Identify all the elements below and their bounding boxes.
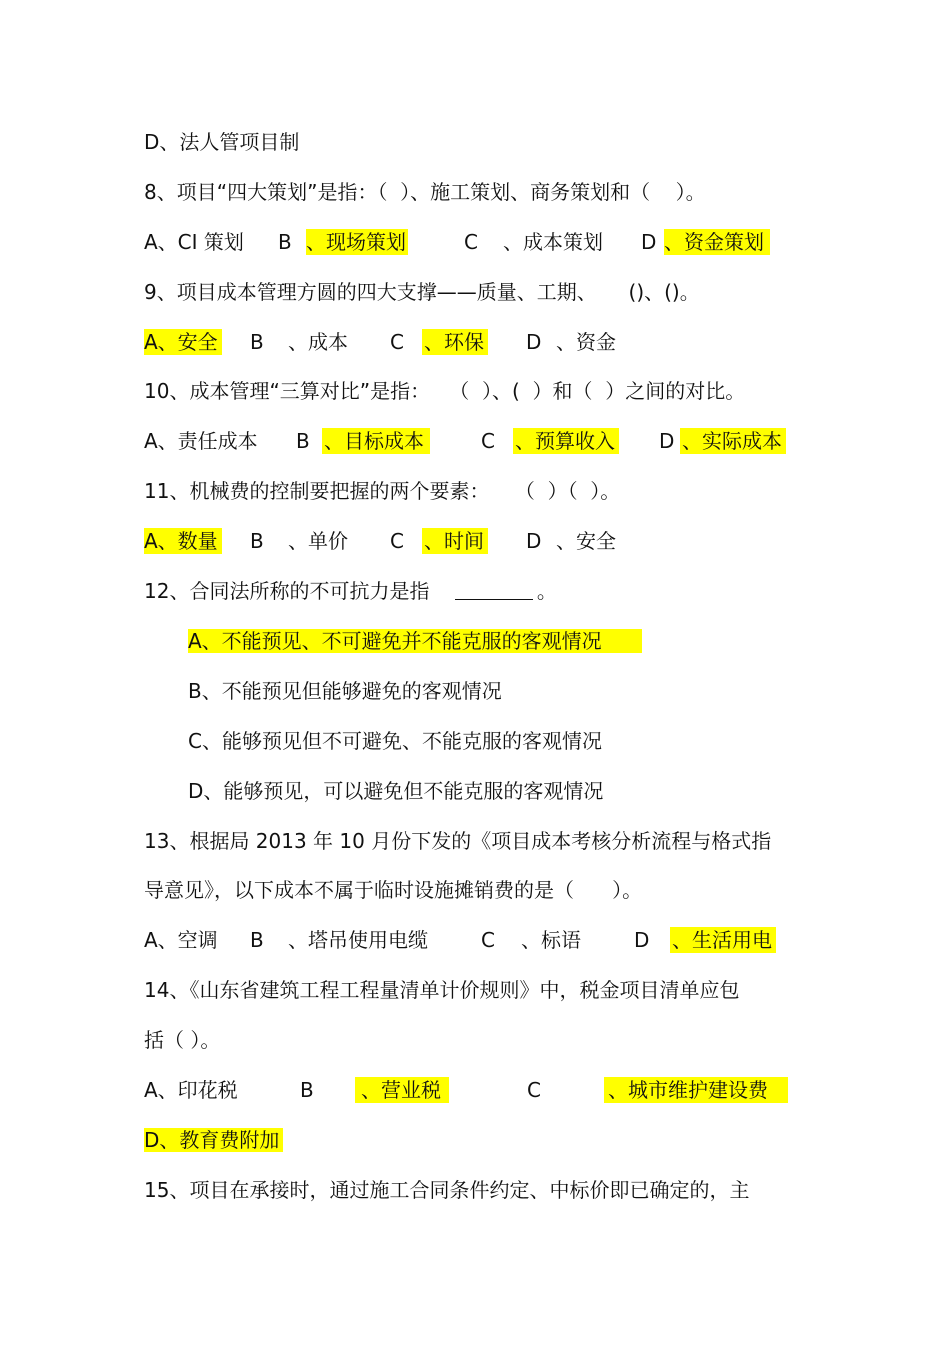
q13-option-c-text: 、标语 — [521, 928, 581, 952]
q10-option-d-text: 、实际成本 — [680, 428, 786, 454]
question-10: 10、成本管理“三算对比”是指： （ ）、( ）和（ ）之间的对比。 — [144, 379, 746, 403]
q9-option-c-text: 、环保 — [422, 329, 488, 355]
q14-option-c-letter: C — [527, 1078, 541, 1102]
q8-option-d-letter: D — [641, 230, 657, 254]
q11-option-c-letter: C — [390, 529, 404, 553]
question-14-line-1: 14、《山东省建筑工程工程量清单计价规则》中，税金项目清单应包 — [144, 978, 740, 1002]
q13-option-d-text: 、生活用电 — [670, 927, 776, 953]
q9-option-a: A、安全 — [144, 329, 222, 355]
q9-option-d-text: 、资金 — [556, 330, 616, 354]
question-12-end: 。 — [536, 579, 557, 603]
q8-option-c-text: 、成本策划 — [503, 230, 603, 254]
q9-option-c-letter: C — [390, 330, 404, 354]
q8-option-d-text: 、资金策划 — [664, 229, 770, 255]
q8-option-c-letter: C — [464, 230, 478, 254]
q10-option-a: A、责任成本 — [144, 429, 258, 453]
q14-option-c-text: 、城市维护建设费 — [604, 1077, 788, 1103]
q14-option-d: D、教育费附加 — [144, 1127, 283, 1153]
q14-option-a: A、印花税 — [144, 1078, 238, 1102]
q10-option-b-letter: B — [296, 429, 310, 453]
q10-option-b-text: 、目标成本 — [322, 428, 430, 454]
question-12 — [144, 578, 557, 604]
q11-option-b-letter: B — [250, 529, 264, 553]
question-9: 9、项目成本管理方圆的四大支撑——质量、工期、 ()、()。 — [144, 280, 700, 304]
q9-option-b-letter: B — [250, 330, 264, 354]
q13-option-d-letter: D — [634, 928, 650, 952]
q10-option-c-letter: C — [481, 429, 495, 453]
question-8: 8、项目“四大策划”是指：（ ）、施工策划、商务策划和（ ）。 — [144, 180, 706, 204]
question-13-line-2: 导意见》，以下成本不属于临时设施摊销费的是（ ）。 — [144, 878, 643, 902]
q12-option-b: B、不能预见但能够避免的客观情况 — [188, 679, 502, 703]
q13-option-b-text: 、塔吊使用电缆 — [288, 928, 428, 952]
q11-option-a: A、数量 — [144, 528, 222, 554]
q13-option-c-letter: C — [481, 928, 495, 952]
q12-option-a: A、不能预见、不可避免并不能克服的客观情况 — [188, 628, 642, 654]
q11-option-c-text: 、时间 — [422, 528, 488, 554]
q8-option-a: A、CI 策划 — [144, 230, 244, 254]
answer-blank — [455, 581, 533, 600]
q10-option-d-letter: D — [659, 429, 675, 453]
question-13-line-1: 13、根据局 2013 年 10 月份下发的《项目成本考核分析流程与格式指 — [144, 829, 772, 853]
question-15: 15、项目在承接时，通过施工合同条件约定、中标价即已确定的，主 — [144, 1178, 750, 1202]
q11-option-d-letter: D — [526, 529, 542, 553]
q12-option-c: C、能够预见但不可避免、不能克服的客观情况 — [188, 729, 602, 753]
question-12-text: 12、合同法所称的不可抗力是指 — [144, 579, 430, 603]
q13-option-a: A、空调 — [144, 928, 218, 952]
q13-option-b-letter: B — [250, 928, 264, 952]
q10-option-c-text: 、预算收入 — [513, 428, 619, 454]
q9-option-b-text: 、成本 — [288, 330, 348, 354]
q14-option-b-text: 、营业税 — [355, 1077, 449, 1103]
question-14-line-2: 括（ ）。 — [144, 1028, 221, 1052]
q11-option-d-text: 、安全 — [556, 529, 616, 553]
q11-option-b-text: 、单价 — [288, 529, 348, 553]
q8-option-b-text: 、现场策划 — [306, 230, 406, 254]
q8-option-b-letter: B — [278, 230, 292, 254]
q14-option-b-letter: B — [300, 1078, 314, 1102]
q9-option-d-letter: D — [526, 330, 542, 354]
question-11: 11、机械费的控制要把握的两个要素： （ ）（ ）。 — [144, 479, 621, 503]
q12-option-d: D、能够预见，可以避免但不能克服的客观情况 — [188, 779, 604, 803]
line-d-option: D、法人管项目制 — [144, 130, 300, 154]
